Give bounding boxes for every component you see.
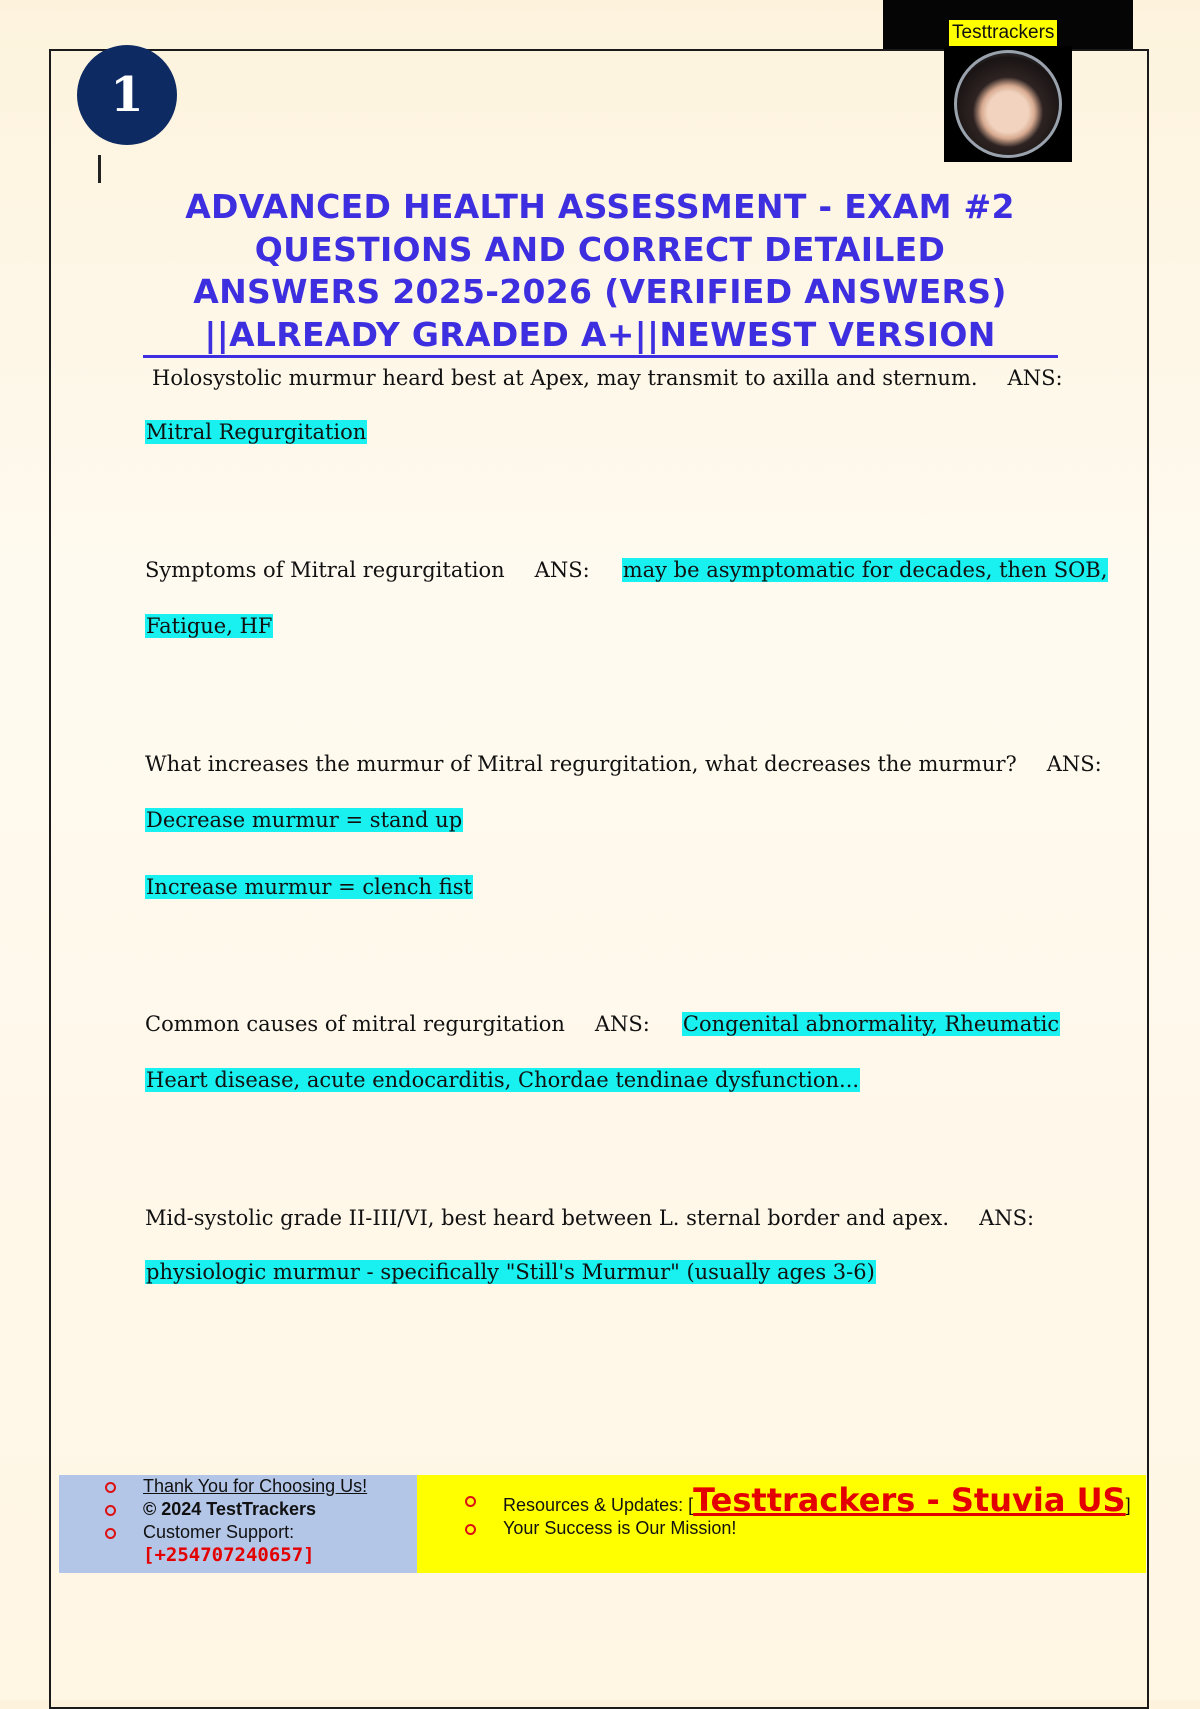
question-2: Symptoms of Mitral regurgitation ANS: may be asymptomatic for decades, then SOB, <box>145 558 1108 582</box>
footer-left-panel <box>59 1475 417 1573</box>
answer-3a: Decrease murmur = stand up <box>146 808 463 832</box>
answer-4-inline: Congenital abnormality, Rheumatic <box>682 1012 1060 1036</box>
avatar <box>944 46 1072 162</box>
list-item: Your Success is Our Mission! <box>465 1517 1131 1540</box>
list-item: © 2024 TestTrackers <box>105 1498 367 1521</box>
title-line: ADVANCED HEALTH ASSESSMENT - EXAM #2 <box>185 187 1015 226</box>
brand-label: Testtrackers <box>949 20 1057 46</box>
title-line: ||ALREADY GRADED A+||NEWEST VERSION <box>204 314 996 354</box>
support-phone[interactable]: [+254707240657] <box>143 1544 315 1566</box>
page-number-badge: 1 <box>77 45 177 145</box>
list-item: Resources & Updates: [Testtrackers - Stuvia US] <box>465 1489 1131 1517</box>
bullet-icon <box>105 1482 116 1493</box>
footer-right-list <box>465 1481 1131 1540</box>
text-cursor <box>98 155 101 183</box>
bullet-icon <box>105 1505 116 1516</box>
answer-5: physiologic murmur - specifically "Still's Murmur" (usually ages 3-6) <box>146 1260 875 1284</box>
question-4: Common causes of mitral regurgitation ANS: Congenital abnormality, Rheumatic <box>145 1012 1060 1036</box>
question-3: What increases the murmur of Mitral regurgitation, what decreases the murmur? ANS: <box>145 752 1102 776</box>
ans-label: ANS: <box>1007 366 1063 390</box>
stuvia-link[interactable]: Testtrackers - Stuvia US <box>693 1481 1126 1519</box>
ans-label: ANS: <box>1046 752 1102 776</box>
footer-right-panel <box>417 1475 1146 1573</box>
footer-left-list <box>105 1475 367 1567</box>
question-1: Holosystolic murmur heard best at Apex, may transmit to axilla and sternum. ANS: <box>152 366 1063 390</box>
list-item: Customer Support: <box>105 1521 367 1544</box>
answer-2: Fatigue, HF <box>146 614 273 638</box>
answer-4: Heart disease, acute endocarditis, Chordae tendinae dysfunction... <box>146 1068 860 1092</box>
ans-label: ANS: <box>534 558 590 582</box>
answer-2-inline: may be asymptomatic for decades, then SOB, <box>622 558 1108 582</box>
ans-label: ANS: <box>594 1012 650 1036</box>
answer-3b: Increase murmur = clench fist <box>146 875 472 899</box>
bullet-icon <box>465 1524 476 1535</box>
question-5: Mid-systolic grade II-III/VI, best heard between L. sternal border and apex. ANS: <box>145 1206 1035 1230</box>
title-line: QUESTIONS AND CORRECT DETAILED <box>254 229 946 269</box>
ans-label: ANS: <box>979 1206 1035 1230</box>
portrait-image <box>954 50 1062 158</box>
list-item[interactable]: Thank You for Choosing Us! <box>105 1475 367 1498</box>
bullet-icon <box>465 1496 476 1507</box>
title-line: ANSWERS 2025-2026 (VERIFIED ANSWERS) <box>193 272 1007 311</box>
title-underline <box>143 355 1058 358</box>
answer-1: Mitral Regurgitation <box>146 420 367 444</box>
bullet-icon <box>105 1528 116 1539</box>
document-title <box>145 186 1055 356</box>
